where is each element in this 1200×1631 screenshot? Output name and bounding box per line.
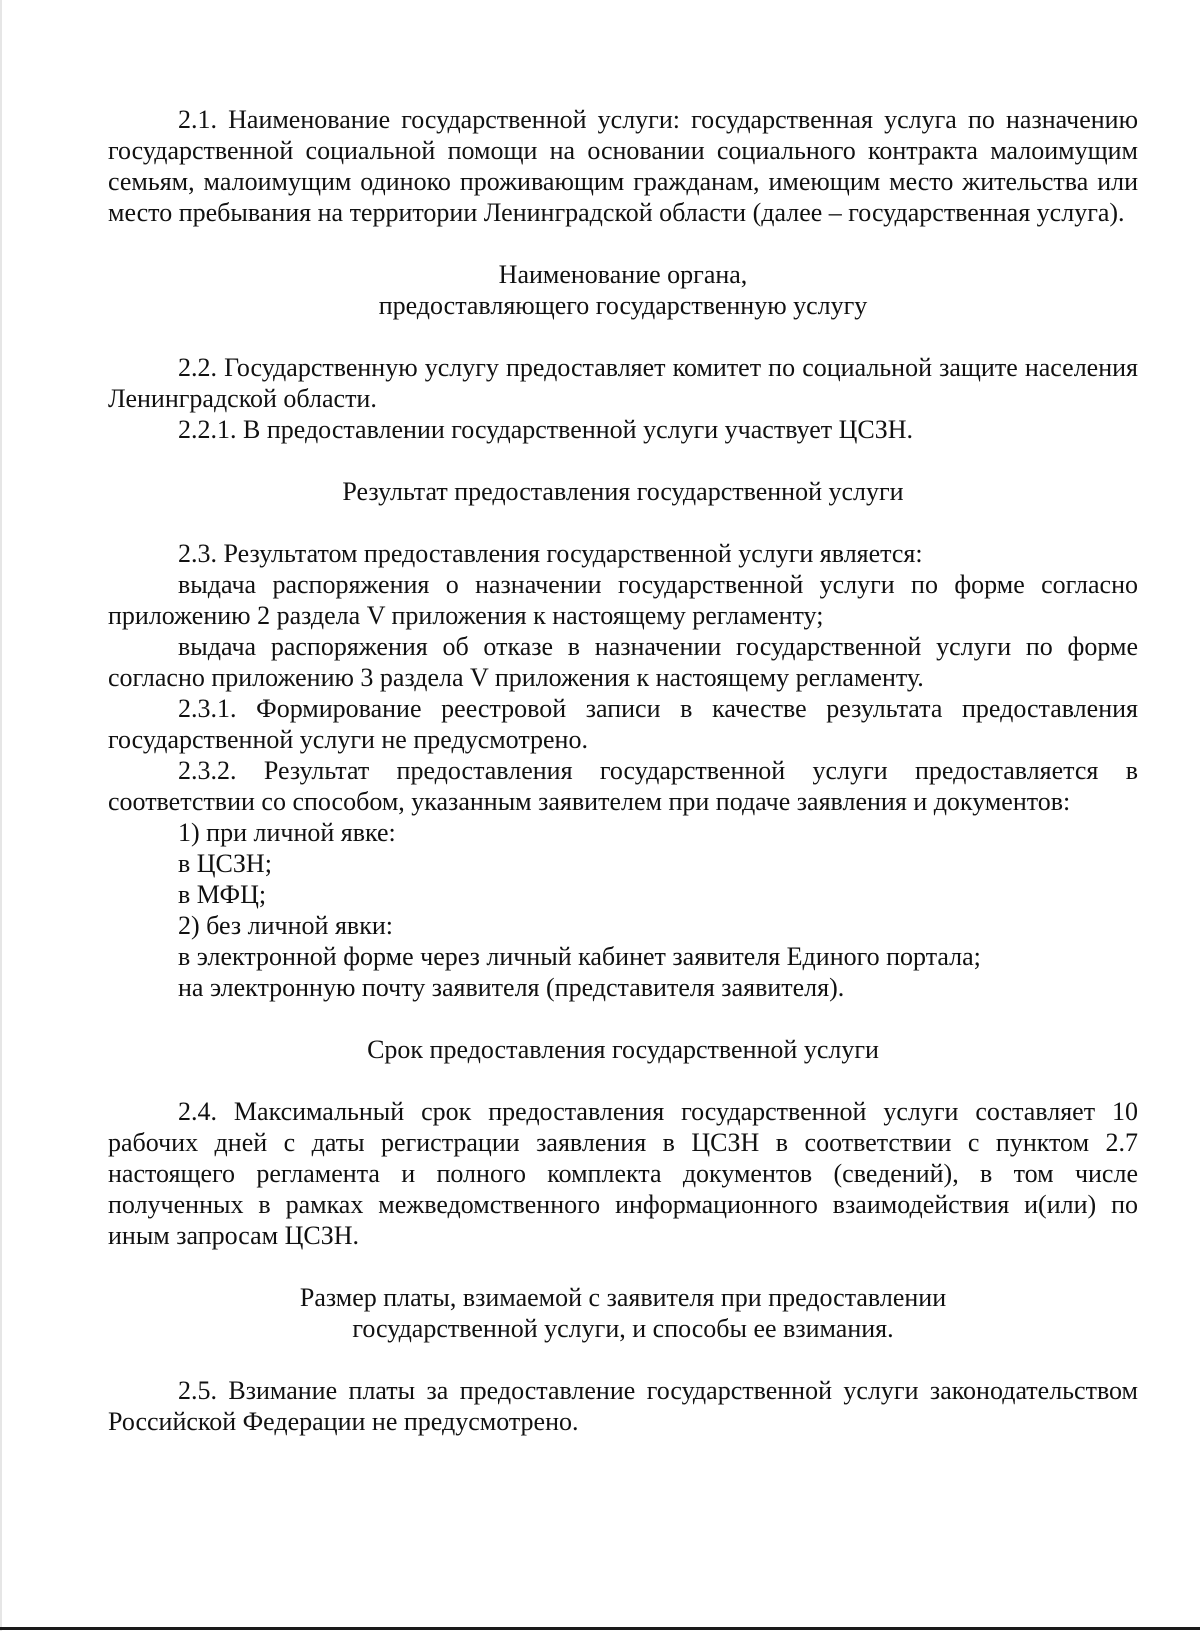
spacer <box>108 1344 1138 1375</box>
method-cszn: в ЦСЗН; <box>178 849 272 878</box>
paragraph-2-3-grant: выдача распоряжения о назначении государственной услуги по форме согласно приложению 2 раздела V приложения к настоящему регламенту; <box>108 570 1138 630</box>
method-remote: 2) без личной явки: <box>178 911 393 940</box>
document-body <box>108 104 1138 1437</box>
heading-term: Срок предоставления государственной услуги <box>367 1035 879 1064</box>
heading-result: Результат предоставления государственной услуги <box>342 477 904 506</box>
paragraph-2-4: 2.4. Максимальный срок предоставления государственной услуги составляет 10 рабочих дней с даты регистрации заявления в ЦСЗН в соответствии с пунктом 2.7 настоящего регламента и полного комплекта документов (сведений), в том числе полученных в рамках межведомственного информационного взаимодействия и(или) по иным запросам ЦСЗН. <box>108 1097 1138 1250</box>
spacer <box>108 1003 1138 1034</box>
paragraph-2-3-1: 2.3.1. Формирование реестровой записи в качестве результата предоставления государственной услуги не предусмотрено. <box>108 694 1138 754</box>
heading-fee-line-2: государственной услуги, и способы ее взимания. <box>352 1314 894 1343</box>
heading-organ-line-2: предоставляющего государственную услугу <box>378 291 868 320</box>
paragraph-2-2: 2.2. Государственную услугу предоставляет комитет по социальной защите населения Ленинградской области. <box>108 353 1138 413</box>
paragraph-2-3-2: 2.3.2. Результат предоставления государственной услуги предоставляется в соответствии со способом, указанным заявителем при подаче заявления и документов: <box>108 756 1138 816</box>
heading-fee-line-1: Размер платы, взимаемой с заявителя при предоставлении <box>299 1283 947 1312</box>
spacer <box>108 445 1138 476</box>
spacer <box>108 1065 1138 1096</box>
paragraph-2-3-refusal: выдача распоряжения об отказе в назначении государственной услуги по форме согласно приложению 3 раздела V приложения к настоящему регламенту. <box>108 632 1138 692</box>
method-portal: в электронной форме через личный кабинет заявителя Единого портала; <box>178 942 981 971</box>
paragraph-2-3-intro: 2.3. Результатом предоставления государственной услуги является: <box>178 539 923 568</box>
scan-left-edge <box>0 0 2 1631</box>
method-email: на электронную почту заявителя (представителя заявителя). <box>178 973 845 1002</box>
method-in-person: 1) при личной явке: <box>178 818 396 847</box>
paragraph-2-5: 2.5. Взимание платы за предоставление государственной услуги законодательством Российской Федерации не предусмотрено. <box>108 1376 1138 1436</box>
paragraph-2-1: 2.1. Наименование государственной услуги: государственная услуга по назначению государственной социальной помощи на основании социального контракта малоимущим семьям, малоимущим одиноко проживающим гражданам, имеющим место жительства или место пребывания на территории Ленинградской области (далее – государственная услуга). <box>108 105 1138 227</box>
spacer <box>108 321 1138 352</box>
bottom-border-line <box>0 1627 1200 1630</box>
spacer <box>108 1251 1138 1282</box>
paragraph-2-2-1: 2.2.1. В предоставлении государственной услуги участвует ЦСЗН. <box>178 415 914 444</box>
spacer <box>108 507 1138 538</box>
heading-organ-line-1: Наименование органа, <box>498 260 748 289</box>
method-mfc: в МФЦ; <box>178 880 267 909</box>
spacer <box>108 228 1138 259</box>
